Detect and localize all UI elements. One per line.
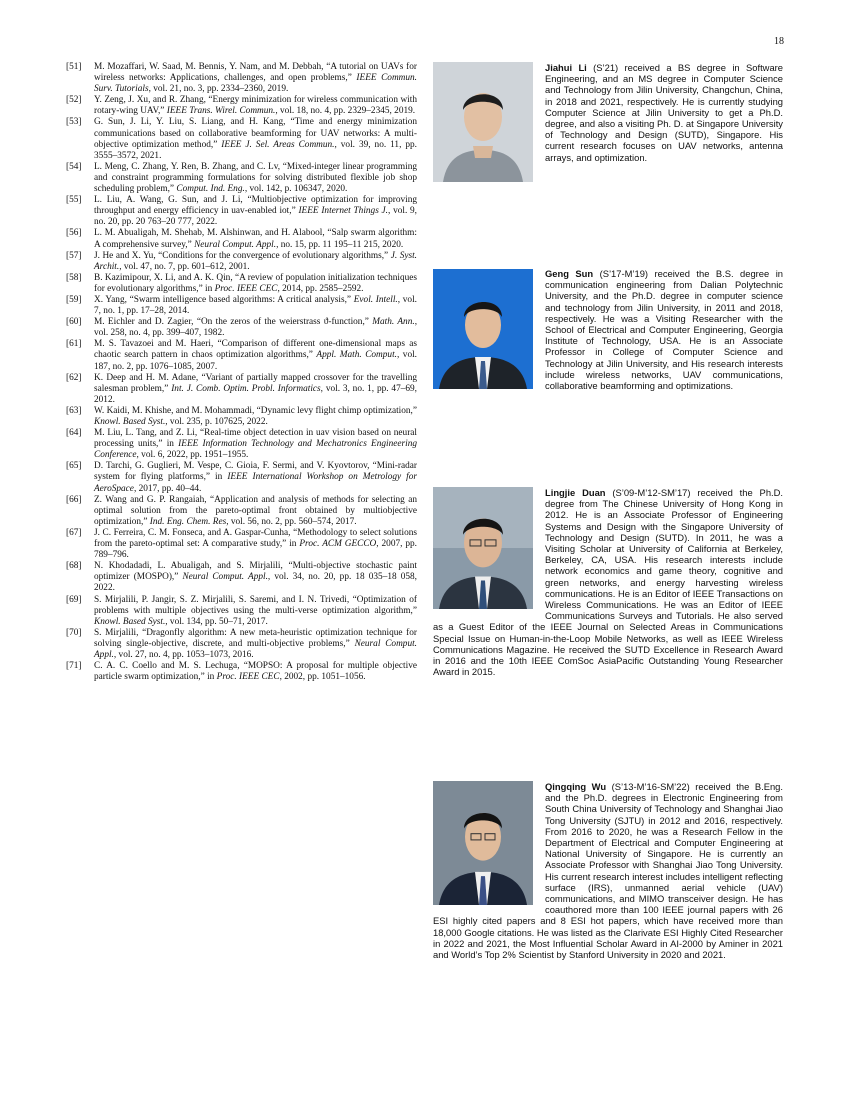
author-photo: [433, 487, 533, 609]
reference-number: [56]: [66, 228, 82, 239]
reference-item: [66, 495, 417, 528]
reference-tail: , no. 15, pp. 11 195–11 215, 2020.: [276, 239, 404, 250]
reference-venue: IEEE Internet Things J.: [298, 206, 389, 217]
reference-venue: Appl. Math. Comput.: [316, 350, 397, 361]
reference-item: [66, 117, 417, 161]
reference-text: D. Tarchi, G. Guglieri, M. Vespe, C. Gioia, F. Sermi, and V. Kyovtorov, “Mini-radar system for flying platforms,” in: [94, 461, 417, 483]
reference-venue: IEEE Information Technology and Mechatronics Engineering Conference: [94, 439, 417, 461]
reference-venue: Int. J. Comb. Optim. Probl. Informatics: [171, 383, 321, 394]
reference-number: [61]: [66, 339, 82, 350]
reference-number: [71]: [66, 661, 82, 672]
reference-number: [69]: [66, 594, 82, 605]
reference-item: [66, 373, 417, 406]
reference-text: J. C. Ferreira, C. M. Fonseca, and A. Gaspar-Cunha, “Methodology to select solutions from the pareto-optimal set: A comparative study,” in: [94, 527, 417, 550]
reference-tail: , vol. 18, no. 4, pp. 2329–2345, 2019.: [275, 106, 416, 117]
reference-tail: , vol. 21, no. 3, pp. 2334–2360, 2019.: [148, 84, 289, 95]
reference-item: [66, 661, 417, 683]
reference-venue: Neural Comput. Appl.: [94, 638, 418, 660]
reference-venue: IEEE J. Sel. Areas Commun.: [221, 139, 335, 150]
reference-item: [66, 228, 417, 250]
reference-number: [62]: [66, 372, 82, 383]
portrait-icon: [433, 487, 533, 609]
page-number: 18: [774, 36, 784, 47]
reference-text: C. A. C. Coello and M. S. Lechuga, “MOPSO: A proposal for multiple objective particle swarm optimization,” in: [94, 661, 417, 683]
reference-number: [67]: [66, 527, 82, 538]
reference-tail: , vol. 27, no. 4, pp. 1053–1073, 2016.: [113, 649, 254, 660]
reference-tail: , vol. 3, no. 1, pp. 47–69, 2012.: [94, 383, 417, 405]
reference-number: [59]: [66, 294, 82, 305]
reference-tail: , vol. 6, 2022, pp. 1951–1955.: [136, 450, 249, 461]
reference-venue: IEEE International Workshop on Metrology for AeroSpace: [94, 472, 417, 494]
reference-text: K. Deep and H. M. Adane, “Variant of partially mapped crossover for the travelling salesman problem,”: [94, 372, 417, 394]
reference-text: J. He and X. Yu, “Conditions for the convergence of evolutionary algorithms,”: [94, 250, 391, 261]
reference-tail: , vol. 47, no. 7, pp. 601–612, 2001.: [119, 261, 250, 272]
reference-number: [68]: [66, 561, 82, 572]
reference-tail: , vol. 56, no. 2, pp. 560–574, 2017.: [226, 516, 357, 527]
author-photo: [433, 781, 533, 905]
reference-venue: Proc. ACM GECCO: [299, 539, 377, 550]
reference-text: L. Liu, A. Wang, G. Sun, and J. Li, “Multiobjective optimization for improving throughput and energy efficiency in uav-enabled iot,”: [94, 195, 417, 217]
reference-item: [66, 461, 417, 494]
reference-item: [66, 595, 417, 628]
reference-number: [60]: [66, 317, 82, 328]
reference-item: [66, 406, 417, 428]
reference-number: [57]: [66, 250, 82, 261]
reference-text: S. Mirjalili, “Dragonfly algorithm: A new meta-heuristic optimization technique for solving single-objective, discrete, and multi-objective problems,”: [94, 627, 417, 649]
reference-tail: , vol. 34, no. 20, pp. 18 035–18 058, 2022.: [94, 572, 417, 594]
reference-text: B. Kazimipour, X. Li, and A. K. Qin, “A review of population initialization techniques for evolutionary algorithms,” in: [94, 272, 417, 294]
reference-text: N. Khodadadi, L. Abualigah, and S. Mirjalili, “Multi-objective stochastic paint optimizer (MOSPO),”: [94, 561, 417, 583]
reference-number: [52]: [66, 95, 82, 106]
reference-text: X. Yang, “Swarm intelligence based algorithms: A critical analysis,”: [94, 294, 354, 305]
reference-number: [64]: [66, 428, 82, 439]
reference-tail: , vol. 39, no. 11, pp. 3555–3572, 2021.: [94, 139, 417, 161]
reference-item: [66, 62, 417, 95]
reference-item: [66, 561, 417, 594]
reference-text: Z. Wang and G. P. Rangaiah, “Application and analysis of methods for selecting an optimal solution from the pareto-optimal front obtained by multiobjective optimization,”: [94, 494, 417, 527]
reference-item: [66, 428, 417, 461]
reference-tail: , 2002, pp. 1051–1056.: [279, 672, 366, 683]
reference-tail: , vol. 134, pp. 50–71, 2017.: [165, 616, 268, 627]
reference-tail: , vol. 9, no. 20, pp. 20 763–20 777, 2022.: [94, 206, 417, 228]
reference-number: [51]: [66, 62, 82, 72]
portrait-icon: [433, 62, 533, 182]
reference-venue: Evol. Intell.: [353, 294, 398, 305]
reference-item: [66, 339, 417, 372]
bio-jiahui-li: [433, 62, 783, 184]
reference-tail: , vol. 187, no. 2, pp. 1076–1085, 2007.: [94, 350, 417, 372]
reference-venue: J. Syst. Archit.: [94, 250, 417, 272]
reference-tail: , 2014, pp. 2585–2592.: [277, 283, 364, 294]
reference-venue: IEEE Commun. Surv. Tutorials: [94, 73, 418, 95]
author-name: Geng Sun: [545, 268, 594, 279]
reference-text: M. Liu, L. Tang, and Z. Li, “Real-time object detection in uav vision based on neural processing units,” in: [94, 428, 417, 450]
portrait-icon: [433, 781, 533, 905]
reference-text: M. Eichler and D. Zagier, “On the zeros of the weierstrass ϑ-function,”: [94, 317, 373, 328]
author-photo: [433, 62, 533, 182]
reference-item: [66, 273, 417, 295]
reference-text: L. Meng, C. Zhang, Y. Ren, B. Zhang, and C. Lv, “Mixed-integer linear programming and constraint programming formulations for solving distributed flexible job shop scheduling problem,”: [94, 161, 417, 195]
reference-item: [66, 317, 417, 339]
reference-text: Y. Zeng, J. Xu, and R. Zhang, “Energy minimization for wireless communication with rotary-wing UAV,”: [94, 95, 417, 117]
author-name: Lingjie Duan: [545, 487, 606, 498]
reference-number: [58]: [66, 272, 82, 283]
bio-lingjie-duan: [433, 487, 783, 677]
reference-venue: Knowl. Based Syst.: [94, 616, 166, 627]
bio-geng-sun: [433, 268, 783, 391]
reference-tail: , vol. 235, p. 107625, 2022.: [165, 417, 268, 427]
reference-text: S. Mirjalili, P. Jangir, S. Z. Mirjalili, S. Saremi, and I. N. Trivedi, “Optimization of problems with multiple objectives using the multi-verse optimization algorithm,”: [94, 594, 417, 616]
reference-venue: Knowl. Based Syst.: [94, 417, 166, 427]
reference-venue: Math. Ann.: [372, 317, 415, 328]
reference-tail: , vol. 142, p. 106347, 2020.: [244, 184, 348, 195]
reference-number: [53]: [66, 117, 82, 128]
author-bio-text: (S’17-M’19) received the B.S. degree in communication engineering from Dalian Polytechnic University, and the Ph.D. degree in computer science and technology from Jilin University, in 2011 and 2018, respectively. He was a Visiting Researcher with the School of Electrical and Computer Engineering, Georgia Institute of Technology, USA. He is an Associate Professor in College of Computer Science and Technology at Jilin University, and His research interests include wireless networks, UAV communications, collaborative beamforming and optimizations.: [545, 268, 783, 392]
reference-number: [54]: [66, 161, 82, 172]
reference-venue: Proc. IEEE CEC: [214, 283, 278, 294]
reference-tail: , vol. 7, no. 1, pp. 17–28, 2014.: [94, 294, 417, 317]
reference-list: [66, 62, 417, 683]
reference-venue: Neural Comput. Appl.: [182, 572, 268, 583]
reference-tail: , vol. 258, no. 4, pp. 399–407, 1982.: [94, 317, 418, 339]
author-name: Qingqing Wu: [545, 781, 607, 792]
author-name: Jiahui Li: [545, 62, 587, 73]
reference-number: [55]: [66, 195, 82, 206]
reference-number: [66]: [66, 494, 82, 505]
reference-item: [66, 95, 417, 117]
author-bio-text: (S’21) received a BS degree in Software Engineering, and an MS degree in Computer Science and Technology from Jilin University, Changchun, China, in 2018 and 2021, respectively. He is currently studying Computer Science at Jilin University to get a Ph.D. degree, and also a visiting Ph. D. at Singapore University of Technology and Design (SUTD), Singapore. His current research focuses on UAV networks, antenna arrays, and optimization.: [545, 62, 783, 163]
reference-venue: Neural Comput. Appl.: [194, 239, 277, 250]
reference-item: [66, 195, 417, 228]
author-photo: [433, 269, 533, 389]
author-bio-text: (S’09-M’12-SM’17) received the Ph.D. degree from The Chinese University of Hong Kong in 2012. He is an Associate Professor of Engineering Systems and Design with the Singapore University of Technology and Design (SUTD). In 2011, he was a Visiting Scholar at University of California at Berkeley, Berkeley, CA, USA. His research interests include network economics and game theory, cognitive and green networks, and energy harvesting wireless communications. He is an Editor of IEEE Transactions on Wireless Communications. He was an Editor of IEEE Communications Surveys and Tutorials. He also served as a Guest Editor of the IEEE Journal on Selected Areas in Communications Special Issue on Human-in-the-Loop Mobile Networks, as well as IEEE Wireless Communications Magazine. He received the SUTD Excellence in Research Award in 2016 and the 10th IEEE ComSoc AsiaPacific Outstanding Young Researcher Award in 2015.: [433, 487, 784, 678]
reference-text: M. Mozaffari, W. Saad, M. Bennis, Y. Nam, and M. Debbah, “A tutorial on UAVs for wireless networks: Applications, challenges, and open problems,”: [94, 62, 417, 84]
reference-item: [66, 251, 417, 273]
reference-tail: , 2007, pp. 789–796.: [94, 539, 417, 561]
reference-text: W. Kaidi, M. Khishe, and M. Mohammadi, “Dynamic levy flight chimp optimization,”: [94, 405, 417, 416]
portrait-icon: [433, 269, 533, 389]
reference-item: [66, 162, 417, 195]
reference-tail: , 2017, pp. 40–44.: [133, 483, 202, 494]
reference-item: [66, 628, 417, 661]
reference-venue: Proc. IEEE CEC: [216, 672, 280, 683]
author-bio-text: (S’13-M’16-SM’22) received the B.Eng. and the Ph.D. degrees in Electronic Engineering from South China University of Technology and Shanghai Jiao Tong University (SJTU) in 2012 and 2016, respectively. From 2016 to 2020, he was a Research Fellow in the Department of Electrical and Computer Engineering at National University of Singapore. He is currently an Associate Professor with Shanghai Jiao Tong University. His current research interest includes intelligent reflecting surface (IRS), unmanned aerial vehicle (UAV) communications, and MIMO transceiver design. He has coauthored more than 100 IEEE journal papers with 26 ESI highly cited papers and 8 ESI hot papers, which have received more than 18,000 Google citations. He was listed as the Clarivate ESI Highly Cited Researcher in 2022 and 2021, the Most Influential Scholar Award in AI-2000 by Aminer in 2021 and World’s Top 2% Scientist by Stanford University in 2020 and 2021.: [433, 781, 783, 961]
reference-venue: Comput. Ind. Eng.: [176, 184, 245, 195]
reference-item: [66, 295, 417, 317]
reference-venue: Ind. Eng. Chem. Res: [149, 516, 227, 527]
reference-item: [66, 528, 417, 561]
reference-number: [65]: [66, 461, 82, 472]
reference-text: L. M. Abualigah, M. Shehab, M. Alshinwan, and H. Alabool, “Salp swarm algorithm: A comprehensive survey,”: [94, 228, 417, 250]
reference-text: M. S. Tavazoei and M. Haeri, “Comparison of different one-dimensional maps as chaotic search pattern in chaos optimization algorithms,”: [94, 339, 417, 361]
reference-venue: IEEE Trans. Wirel. Commun.: [166, 106, 276, 117]
reference-number: [63]: [66, 405, 82, 416]
reference-number: [70]: [66, 627, 82, 638]
bio-qingqing-wu: [433, 781, 783, 960]
reference-text: G. Sun, J. Li, Y. Liu, S. Liang, and H. Kang, “Time and energy minimization communications based on collaborative beamforming for UAV networks: A multi-objective optimization method,”: [94, 117, 417, 150]
